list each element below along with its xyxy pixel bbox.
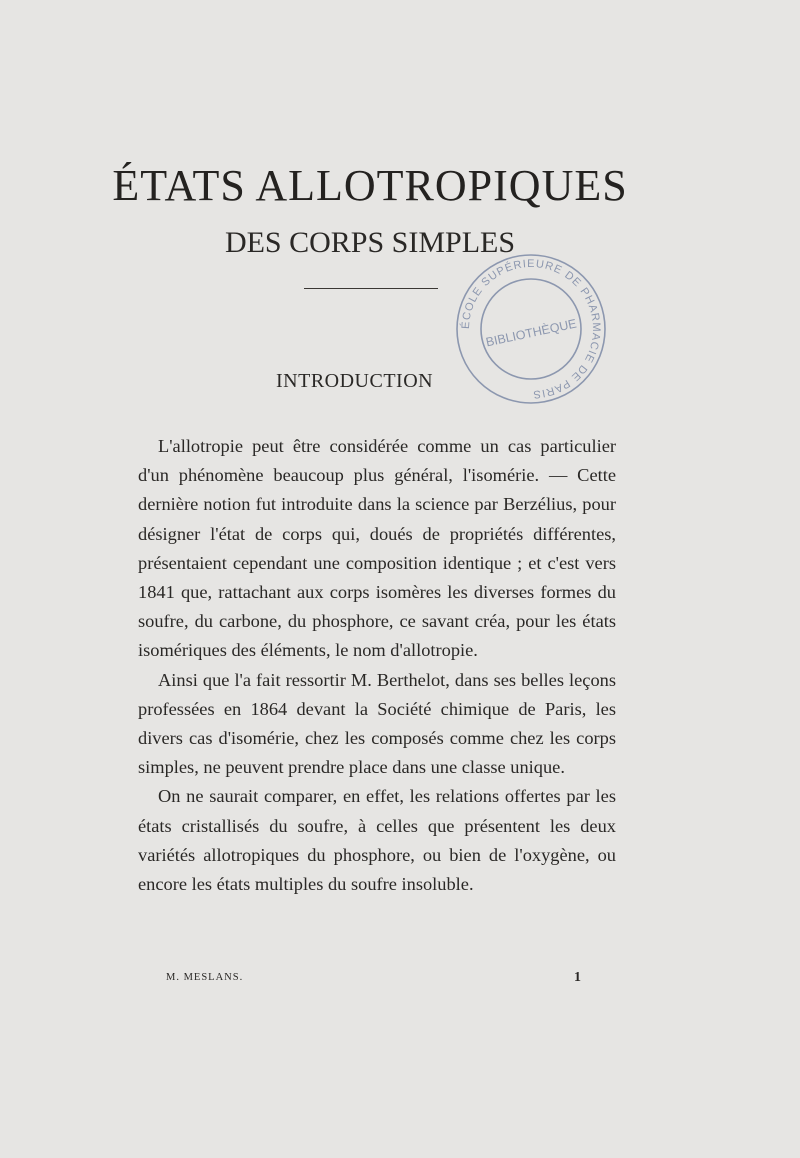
footer-author: M. MESLANS.	[166, 972, 244, 983]
paragraph: L'allotropie peut être considérée comme un cas particulier d'un phénomène beaucoup plus général, l'isomérie. — Cette dernière notion fut introduite dans la science par Berzélius, pour désigner l'état de corps qui, doués de propriétés différentes, présentaient cependant une composition identique ; et c'est vers 1841 que, rattachant aux corps isomères les diverses formes du soufre, du carbone, du phosphore, ce savant créa, pour les états isomériques des éléments, le nom d'allotropie.	[138, 436, 616, 661]
stamp-center-text: BIBLIOTHÈQUE	[484, 316, 578, 350]
paragraph: On ne saurait comparer, en effet, les relations offertes par les états cristallisés du soufre, à celles que présentent les deux variétés allotropiques du phosphore, ou bien de l'oxygène, ou encore les états multiples du soufre insoluble.	[138, 786, 616, 895]
page-subtitle: DES CORPS SIMPLES	[224, 226, 516, 259]
stamp-ring-text: ÉCOLE SUPÉRIEURE DE PHARMACIE DE PARIS	[459, 257, 603, 401]
paragraph: Ainsi que l'a fait ressortir M. Berthelot, dans ses belles leçons professées en 1864 devant la Société chimique de Paris, les divers cas d'isomérie, chez les composés comme chez les corps simples, ne peuvent prendre place dans une classe unique.	[138, 669, 616, 778]
library-stamp-icon	[446, 244, 616, 414]
signature-number: 1	[574, 970, 581, 985]
title-divider	[304, 288, 438, 289]
page-title: ÉTATS ALLOTROPIQUES	[112, 161, 628, 210]
section-heading: INTRODUCTION	[276, 370, 434, 392]
body-text	[138, 432, 616, 899]
